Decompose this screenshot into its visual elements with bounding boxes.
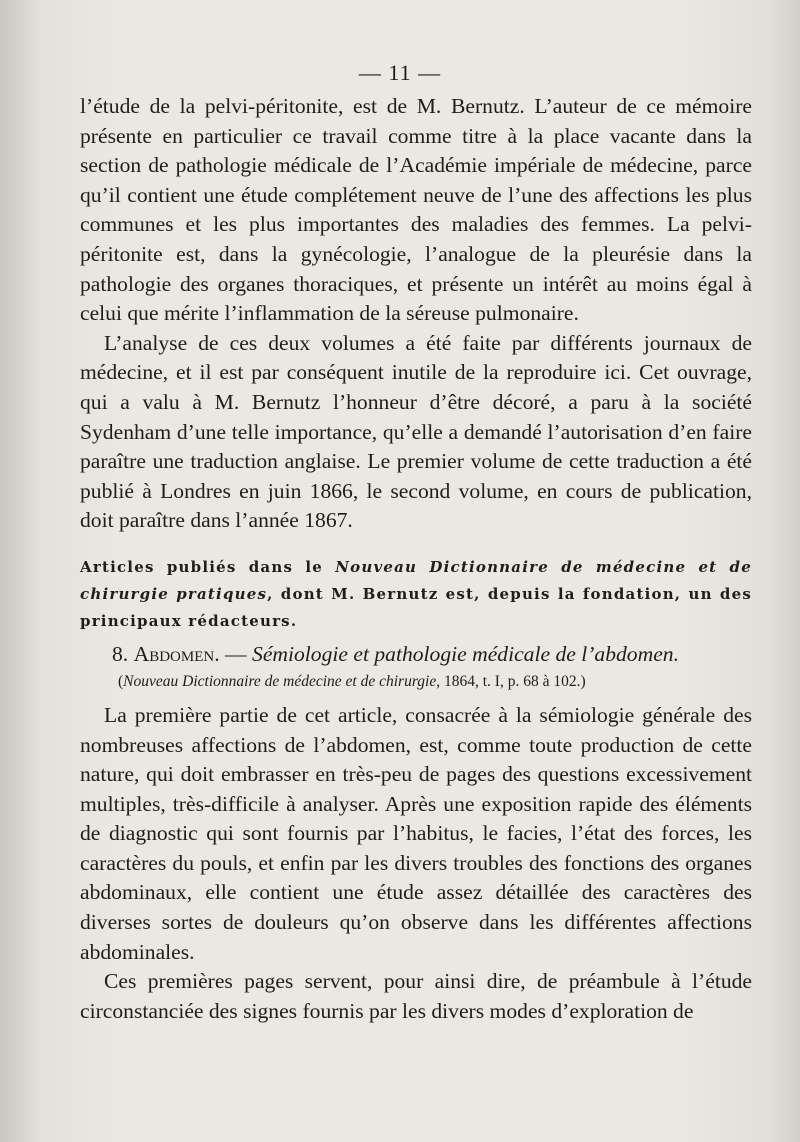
entry-heading: Abdomen. <box>133 641 220 666</box>
section-heading-dictionary: Nouveau Dictionnaire de médecine et de chirurgie pratiques <box>80 557 752 603</box>
paragraph-premiere-partie: La première partie de cet article, consacrée à la sémiologie générale des nombreuses affections de l’abdomen, est, comme toute production de cette nature, qui doit embrasser en très-peu de pages des questions excessivement multiples, très-difficile à analyser. Après une exposition rapide des éléments de diagnostic qui sont fournis par l’habitus, le facies, l’état des forces, les caractères du pouls, et enfin par les divers troubles des fonctions des organes abdominaux, elle contient une étude assez détaillée des caractères des diverses sortes de douleurs qu’on observe dans les différentes affections abdominales. <box>80 702 752 964</box>
section-heading-after: , dont M. Bernutz est, depuis la fondation, un des principaux rédacteurs. <box>80 584 752 630</box>
page-content <box>80 92 752 1026</box>
entry-ref-rest: , 1864, t. I, p. 68 à 102.) <box>436 672 586 690</box>
section-heading-before: Articles publiés dans le <box>80 557 336 576</box>
page-number: — 11 — <box>358 60 442 85</box>
paragraph-pelvi-peritonite: l’étude de la pelvi-péritonite, est de M. Bernutz. L’auteur de ce mémoire présente en particulier ce travail comme titre à la place vacante dans la section de pathologie médicale de l’Académie impériale de médecine, parce qu’il contient une étude complétement neuve de l’une des affections les plus communes et les plus importantes des maladies des femmes. La pelvi-péritonite est, dans la gynécologie, l’analogue de la pleurésie dans la pathologie des organes thoraciques, et présente un intérêt au moins égal à celui que mérite l’inflammation de la séreuse pulmonaire. <box>80 94 752 326</box>
entry-dash: — <box>225 641 247 666</box>
entry-ref-open: ( <box>118 672 124 690</box>
entry-number: 8. <box>112 641 129 666</box>
section-heading <box>80 554 752 635</box>
entry-title <box>112 639 752 669</box>
entry-ref-dictionary: Nouveau Dictionnaire de médecine et de chirurgie <box>123 672 437 690</box>
paragraph-analyse: L’analyse de ces deux volumes a été faite par différents journaux de médecine, et il est par conséquent inutile de la reproduire ici. Cet ouvrage, qui a valu à M. Bernutz l’honneur d’être décoré, a paru à la société Sydenham d’une telle importance, qu’elle a demandé l’autorisation d’en faire paraître une traduction anglaise. Le premier volume de cette traduction a été publié à Londres en juin 1866, le second volume, en cours de publication, doit paraître dans l’année 1867. <box>80 330 752 533</box>
entry-reference <box>118 669 752 695</box>
paragraph-preambule: Ces premières pages servent, pour ainsi dire, de préambule à l’étude circonstanciée des signes fournis par les divers modes d’exploration de <box>80 969 752 1023</box>
entry-work-title: Sémiologie et pathologie médicale de l’abdomen. <box>252 641 679 666</box>
